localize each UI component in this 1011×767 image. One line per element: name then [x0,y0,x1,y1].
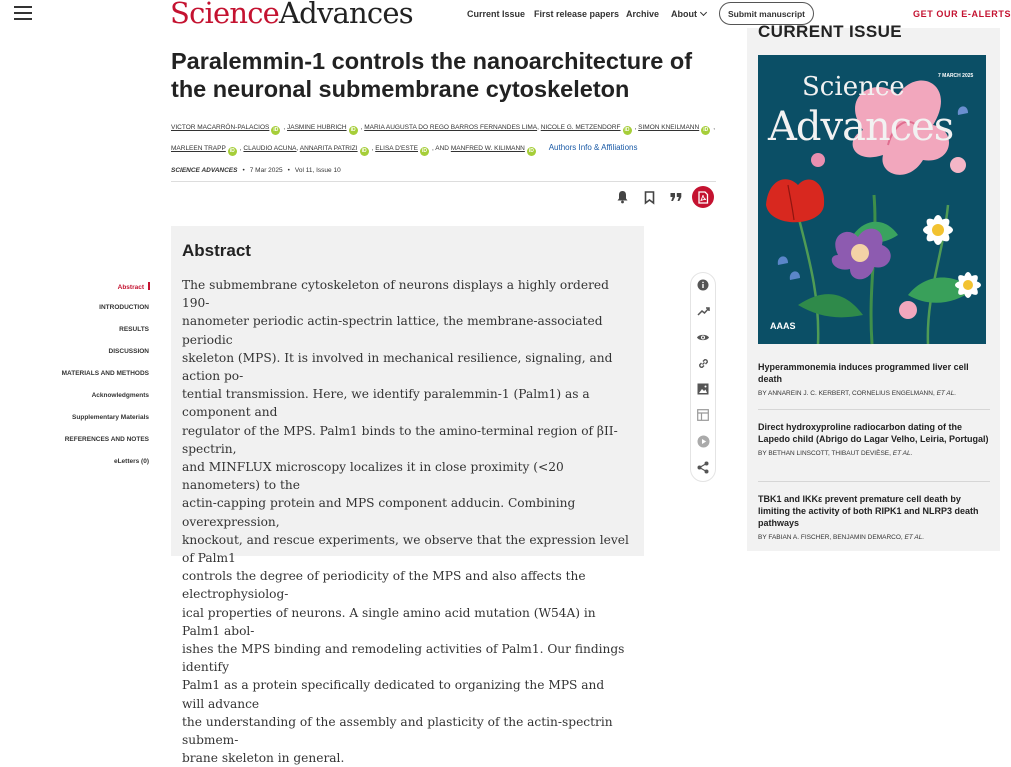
menu-icon[interactable] [14,6,32,20]
sidebar-article[interactable] [758,421,990,457]
active-indicator [148,282,150,290]
info-icon[interactable] [696,278,710,292]
abstract-line: ishes the MPS binding and remodeling activities of Palm1. Our findings identify [182,642,625,675]
volume-issue[interactable]: Vol 11, Issue 10 [294,167,341,174]
abstract-line: The submembrane cytoskeleton of neurons displays a highly ordered 190- [182,278,609,311]
sidebar-article-title[interactable]: Direct hydroxyproline radiocarbon dating of the Lapedo child (Abrigo do Lagar Velho, Leiria, Portugal) [758,422,989,444]
divider [758,409,990,410]
media-icon[interactable] [696,434,710,448]
bookmark-icon[interactable] [638,186,660,208]
orcid-icon[interactable]: iD [422,148,428,154]
publication-date: 7 Mar 2025 [249,167,283,174]
site-logo[interactable]: ScienceAdvances [170,0,413,30]
author-link[interactable]: CLAUDIO ACUNA [243,145,297,152]
abstract-section [171,226,644,766]
orcid-icon[interactable]: iD [350,127,356,133]
toc-supplementary-materials[interactable]: Supplementary Materials [72,414,149,421]
submit-manuscript-button[interactable]: Submit manuscript [719,2,814,25]
orcid-icon[interactable]: iD [528,148,534,154]
orcid-icon[interactable]: iD [361,148,367,154]
get-e-alerts-link[interactable]: GET OUR E-ALERTS [913,9,1011,19]
authors-info-affiliations-link[interactable]: Authors Info & Affiliations [548,143,638,152]
sidebar-article-title[interactable]: Hyperammonemia induces programmed liver cell death [758,362,969,384]
divider [758,481,990,482]
author-link[interactable]: JASMINE HUBRICH [286,124,347,131]
abstract-heading: Abstract [182,241,251,260]
abstract-line: tential transmission. Here, we identify paralemmin-1 (Palm1) as a component and [182,387,590,420]
author-link[interactable]: VICTOR MACARRÓN-PALACIOS [171,124,270,131]
toc-results[interactable]: RESULTS [119,326,149,333]
and-label: AND [435,145,450,152]
sidebar-article-authors: BY BETHAN LINSCOTT, THIBAUT DEVIÈSE, ET AL. [758,450,913,457]
toc-references-and-notes[interactable]: REFERENCES AND NOTES [64,436,149,443]
sidebar-article-title[interactable]: TBK1 and IKKε prevent premature cell death by limiting the activity of both RIPK1 and NLRP3 death pathways [758,494,979,528]
share-icon[interactable] [696,460,710,474]
chevron-down-icon [700,9,707,16]
journal-name[interactable]: SCIENCE ADVANCES [171,167,238,174]
sidebar-article-authors: BY ANNAREIN J. C. KERBERT, CORNELIUS ENGELMANN, ET AL. [758,390,957,397]
author-list: VICTOR MACARRÓN-PALACIOS iD , JASMINE HUBRICH iD , MARIA AUGUSTA DO REGO BARROS FERNANDES LIMA, NICOLE G. METZENDORF iD , SIMON KNEILMANN iD , MARLEEN TRAPP iD , CLAUDIO ACUNA, ANNARITA PATRIZI iD , ELISA D'ESTE iD , AND MANFRED W. KILIMANN iD Authors Info & Affiliations [171,124,716,154]
toc-abstract[interactable]: Abstract [118,282,150,291]
abstract-line: and MINFLUX microscopy localizes it in close proximity (<20 nanometers) to the [182,460,564,493]
article-title: Paralemmin-1 controls the nanoarchitecture of the neuronal submembrane cytoskeleton [171,48,693,102]
abstract-text [182,276,630,767]
abstract-line: the understanding of the assembly and plasticity of the actin-spectrin submem- [182,714,613,748]
orcid-icon[interactable]: iD [273,127,279,133]
nav-first-release-papers[interactable]: First release papers [534,9,620,19]
abstract-line: brane skeleton in general. [182,751,345,766]
toc-discussion[interactable]: DISCUSSION [108,348,149,355]
author-link[interactable]: ELISA D'ESTE [375,145,419,152]
aaas-logo: AAAS [770,321,796,331]
table-icon[interactable] [696,408,710,422]
pdf-icon[interactable] [692,186,714,208]
abstract-line: knockout, and rescue experiments, we observe that the expression level of Palm1 [182,532,629,566]
article-tools-rail [690,272,716,482]
image-icon[interactable] [696,382,710,396]
abstract-line: ical properties of neurons. A single amino acid mutation (W54A) in Palm1 abol- [182,605,596,638]
author-link[interactable]: MARLEEN TRAPP [171,145,226,152]
issue-cover[interactable] [758,55,986,344]
abstract-line: Palm1 as a protein specifically dedicated to organizing the MPS and will advance [182,678,605,711]
nav-current-issue[interactable]: Current Issue [467,9,526,19]
abstract-line: controls the degree of periodicity of the MPS and also affects the electrophysiolog- [182,569,586,602]
orcid-icon[interactable]: iD [703,127,709,133]
cover-masthead: Science Advances [768,72,954,150]
metrics-icon[interactable] [696,304,710,318]
author-link[interactable]: ANNARITA PATRIZI [299,145,358,152]
current-issue-heading: CURRENT ISSUE [758,22,903,41]
orcid-icon[interactable]: iD [624,127,630,133]
toc-materials-and-methods[interactable]: MATERIALS AND METHODS [61,370,149,377]
publication-info: SCIENCE ADVANCES • 7 Mar 2025 • Vol 11, Issue 10 [171,167,341,174]
toc-eletters[interactable]: eLetters (0) [113,458,149,465]
link-icon[interactable] [696,356,710,370]
author-link[interactable]: MANFRED W. KILIMANN [450,145,525,152]
divider [171,181,716,182]
author-link[interactable]: MARIA AUGUSTA DO REGO BARROS FERNANDES LIMA [364,124,538,131]
article-actions [611,186,716,210]
abstract-line: regulator of the MPS. Palm1 binds to the amino-terminal region of βII-spectrin, [182,423,618,456]
abstract-line: actin-capping protein and MPS component adducin. Combining overexpression, [182,496,576,529]
toc-acknowledgments[interactable]: Acknowledgments [91,392,149,399]
sidebar-article[interactable] [758,361,990,397]
author-link[interactable]: NICOLE G. METZENDORF [540,124,621,131]
cover-date: 7 MARCH 2025 [938,73,974,79]
nav-archive[interactable]: Archive [626,9,660,19]
eye-icon[interactable] [696,330,710,344]
orcid-icon[interactable]: iD [229,148,235,154]
right-sidebar [747,22,1000,551]
author-link[interactable]: SIMON KNEILMANN [638,124,700,131]
sidebar-article[interactable] [758,493,990,541]
sidebar-article-authors: BY FABIAN A. FISCHER, BENJAMIN DEMARCO, ET AL. [758,534,925,541]
toc-introduction[interactable]: INTRODUCTION [99,304,149,311]
bell-icon[interactable] [611,186,633,208]
abstract-line: skeleton (MPS). It is involved in mechanical resilience, signaling, and action po- [182,350,613,384]
abstract-line: nanometer periodic actin-spectrin lattice, the membrane-associated periodic [182,314,603,347]
quote-icon[interactable] [665,186,687,208]
nav-about[interactable]: About [671,9,706,19]
